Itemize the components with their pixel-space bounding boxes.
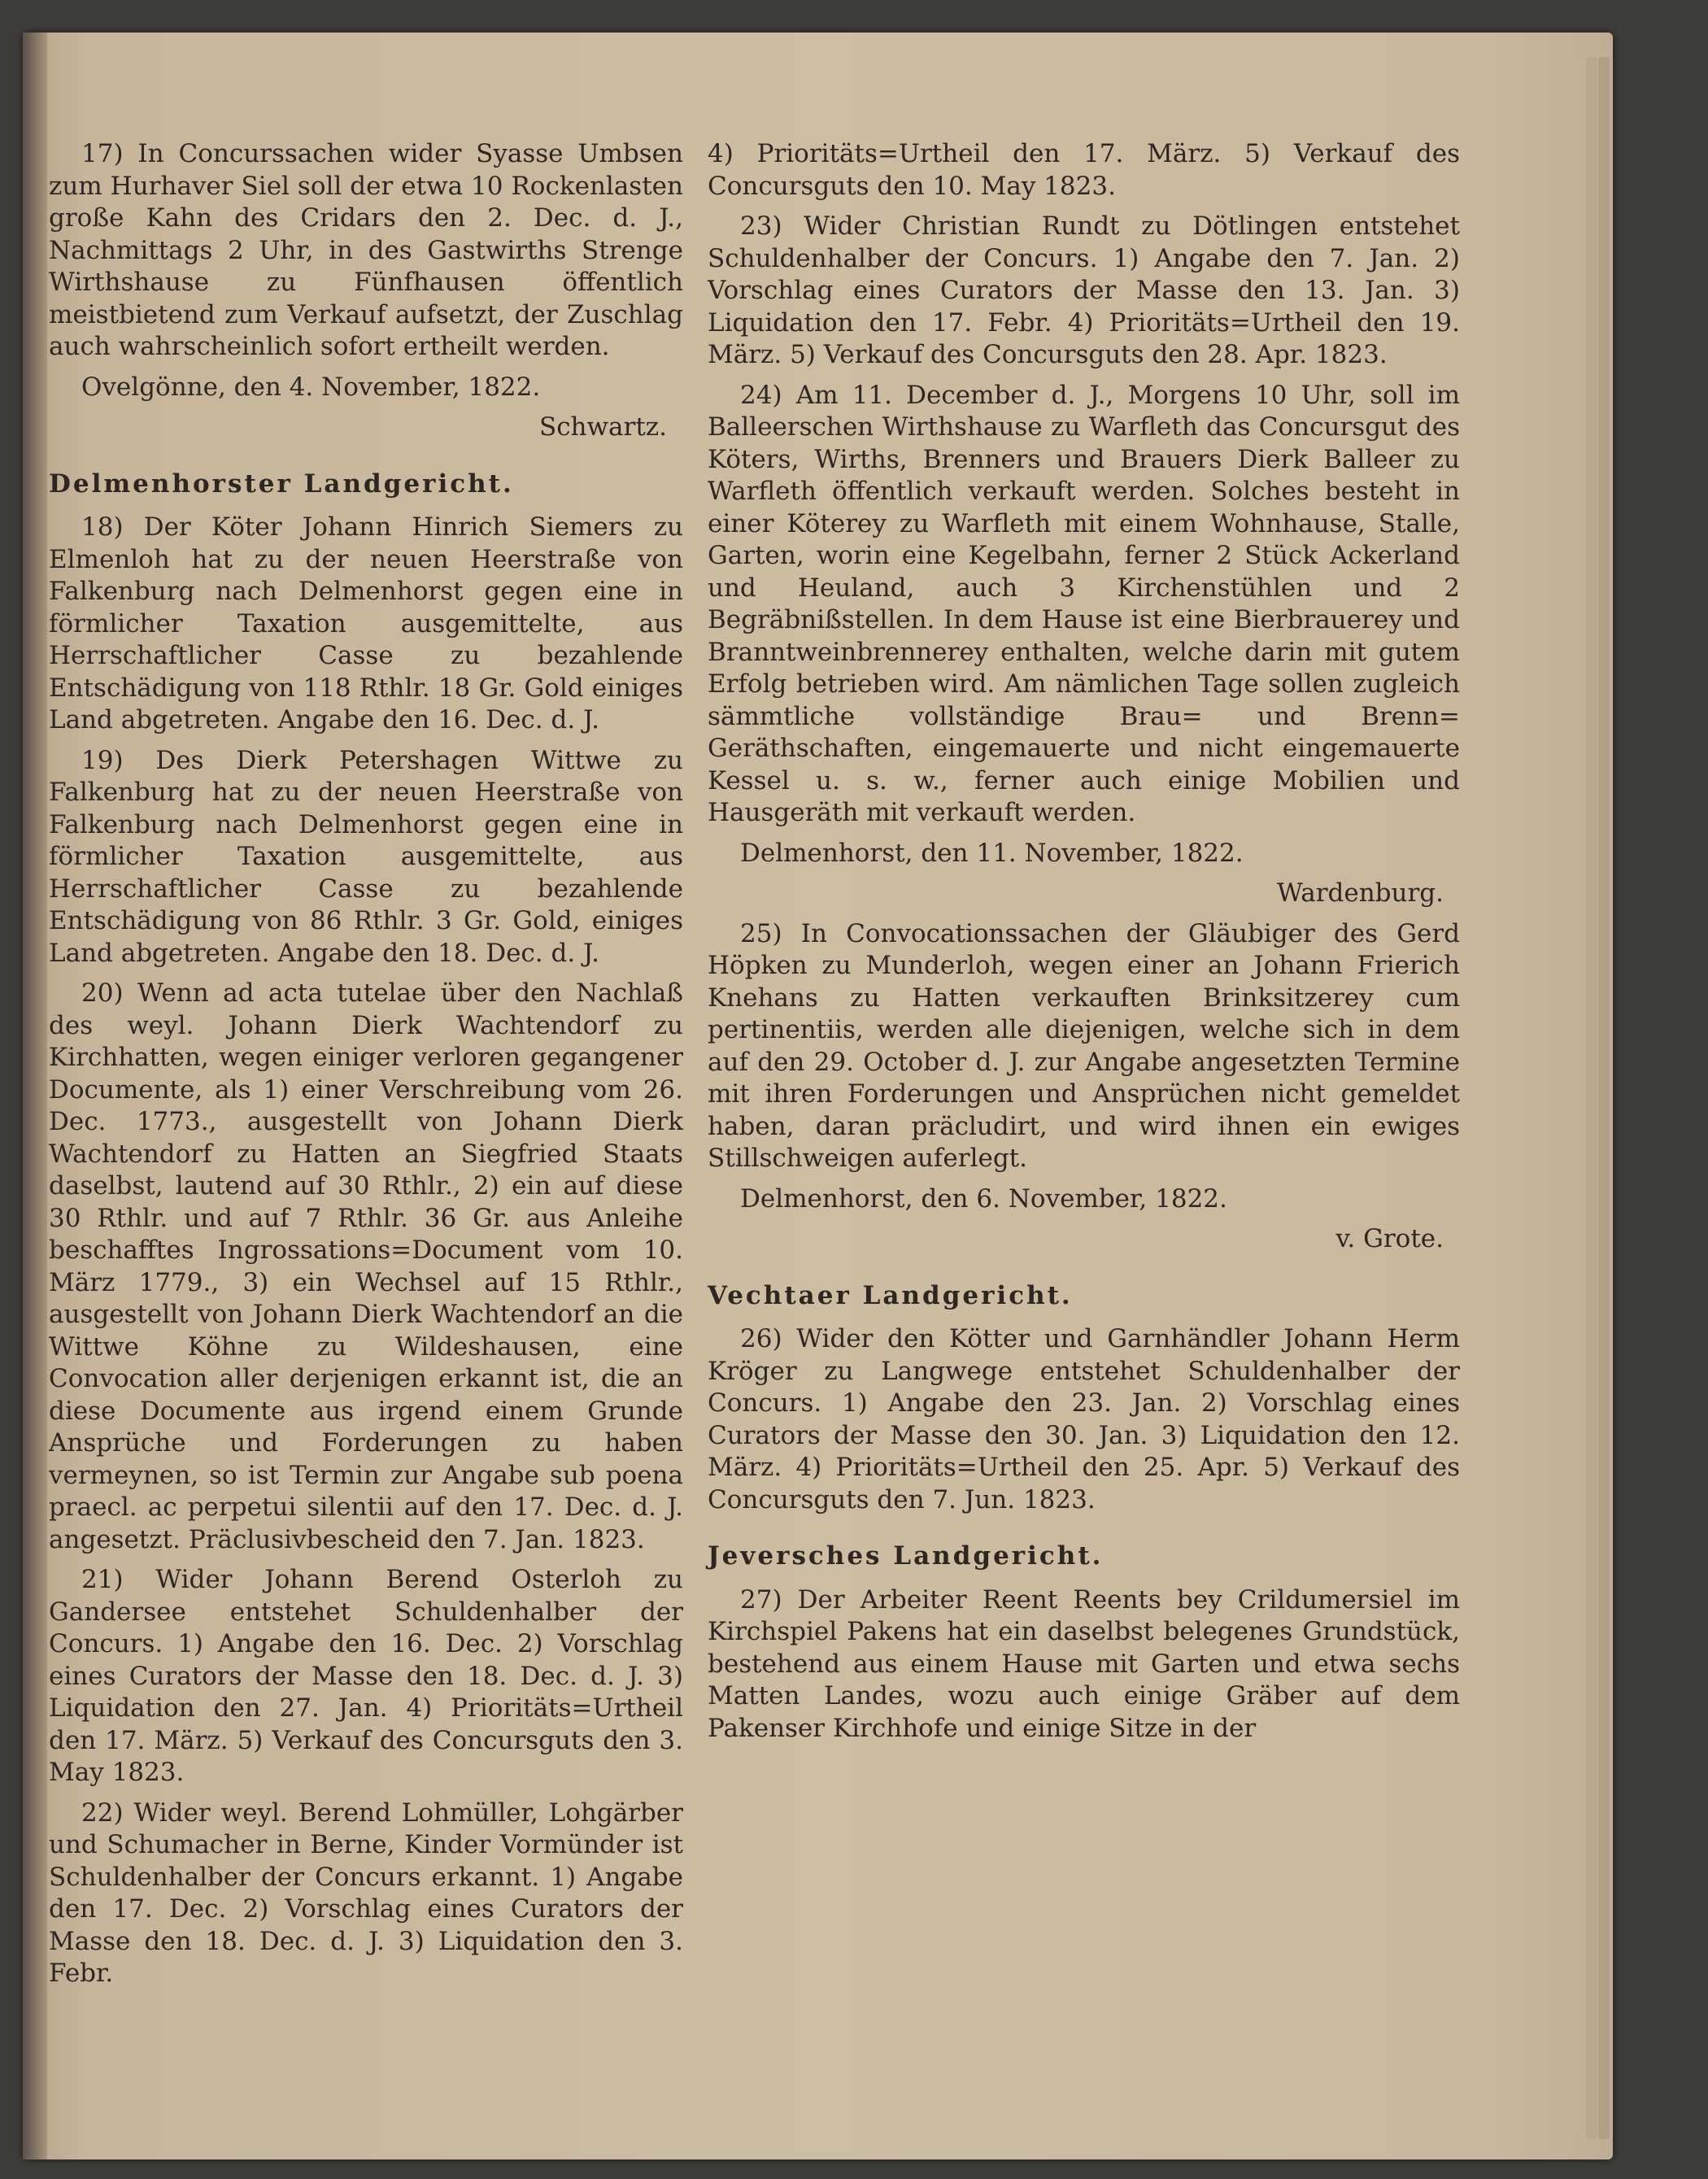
notice-continuation: 4) Prioritäts=Urtheil den 17. März. 5) Verkauf des Concursguts den 10. May 1823. — [708, 139, 1460, 201]
dateline: Delmenhorst, den 11. November, 1822. — [740, 838, 1244, 868]
left-column — [49, 138, 683, 1998]
notice-paragraph: 17) In Concurssachen wider Syasse Umbsen zum Hurhaver Siel soll der etwa 10 Rockenlasten große Kahn des Cridars den 2. Dec. d. J., Nachmittags 2 Uhr, in des Gastwirths Strenge Wirthshause zu Fünfhausen öffentlich meistbietend zum Verkauf aufsetzt, der Zuschlag auch wahrscheinlich sofort ertheilt werden. — [49, 139, 683, 361]
right-column — [708, 138, 1460, 1753]
dateline: Delmenhorst, den 6. November, 1822. — [740, 1183, 1227, 1214]
notice-paragraph: 18) Der Köter Johann Hinrich Siemers zu Elmenloh hat zu der neuen Heerstraße von Falkenburg nach Delmenhorst gegen eine in förmlicher Taxation ausgemittelte, aus Herrschaftlicher Casse zu bezahlende Entschädigung von 118 Rthlr. 18 Gr. Gold einiges Land abgetreten. Angabe den 16. Dec. d. J. — [49, 512, 683, 734]
section-heading: Delmenhorster Landgericht. — [49, 468, 514, 499]
notice-paragraph: 21) Wider Johann Berend Osterloh zu Gandersee entstehet Schuldenhalber der Concurs. 1) Angabe den 16. Dec. 2) Vorschlag eines Curators der Masse den 18. Dec. d. J. 3) Liquidation den 27. Jan. 4) Prioritäts=Urtheil den 17. März. 5) Verkauf des Concursguts den 3. May 1823. — [49, 1565, 683, 1787]
notice-paragraph: 26) Wider den Kötter und Garnhändler Johann Herm Kröger zu Langwege entstehet Schuldenhalber der Concurs. 1) Angabe den 23. Jan. 2) Vorschlag eines Curators der Masse den 30. Jan. 3) Liquidation den 12. März. 4) Prioritäts=Urtheil den 25. Apr. 5) Verkauf des Concursguts den 7. Jun. 1823. — [708, 1324, 1460, 1514]
page-edge — [1574, 57, 1585, 2139]
notice-paragraph: 19) Des Dierk Petershagen Wittwe zu Falkenburg hat zu der neuen Heerstraße von Falkenburg nach Delmenhorst gegen eine in förmlicher Taxation ausgemittelte, aus Herrschaftlicher Casse zu bezahlende Entschädigung von 86 Rthlr. 3 Gr. Gold, einiges Land abgetreten. Angabe den 18. Dec. d. J. — [49, 745, 683, 968]
notice-paragraph: 25) In Convocationssachen der Gläubiger des Gerd Höpken zu Munderloh, wegen einer an Johann Frierich Knehans zu Hatten verkauften Brinksitzerey cum pertinentiis, werden alle diejenigen, welche sich in dem auf den 29. October d. J. zur Angabe angesetzten Termine mit ihren Forderungen und Ansprüchen nicht gemeldet haben, daran präcludirt, und wird ihnen ein ewiges Stillschweigen auferlegt. — [708, 918, 1460, 1173]
page-edge — [1586, 57, 1597, 2139]
notice-paragraph: 23) Wider Christian Rundt zu Dötlingen entstehet Schuldenhalber der Concurs. 1) Angabe den 7. Jan. 2) Vorschlag eines Curators der Masse den 13. Jan. 3) Liquidation den 17. Febr. 4) Prioritäts=Urtheil den 19. März. 5) Verkauf des Concursguts den 28. Apr. 1823. — [708, 211, 1460, 369]
dateline: Ovelgönne, den 4. November, 1822. — [81, 372, 541, 402]
book-gutter — [23, 33, 47, 2159]
notice-paragraph: 22) Wider weyl. Berend Lohmüller, Lohgärber und Schumacher in Berne, Kinder Vormünder ist Schuldenhalber der Concurs erkannt. 1) Angabe den 17. Dec. 2) Vorschlag eines Curators der Masse den 18. Dec. d. J. 3) Liquidation den 3. Febr. — [49, 1798, 683, 1988]
signature: Schwartz. — [538, 412, 667, 442]
page-edge — [1598, 57, 1610, 2139]
notice-paragraph: 27) Der Arbeiter Reent Reents bey Crildumersiel im Kirchspiel Pakens hat ein daselbst belegenes Grundstück, bestehend aus einem Hause mit Garten und etwa sechs Matten Landes, wozu auch einige Gräber auf dem Pakenser Kirchhofe und einige Sitze in der — [708, 1584, 1460, 1743]
signature: v. Grote. — [1335, 1224, 1444, 1253]
notice-paragraph: 20) Wenn ad acta tutelae über den Nachlaß des weyl. Johann Dierk Wachtendorf zu Kirchhatten, wegen einiger verloren gegangener Documente, als 1) einer Verschreibung vom 26. Dec. 1773., ausgestellt von Johann Dierk Wachtendorf zu Hatten an Siegfried Staats daselbst, lautend auf 30 Rthlr., 2) ein auf diese 30 Rthlr. und auf 7 Rthlr. 36 Gr. aus Anleihe beschafftes Ingrossations=Document vom 10. März 1779., 3) ein Wechsel auf 15 Rthlr., ausgestellt von Johann Dierk Wachtendorf an die Wittwe Köhne zu Wildeshausen, eine Convocation aller derjenigen erkannt ist, die an diese Documente aus irgend einem Grunde Ansprüche und Forderungen zu haben vermeynen, so ist Termin zur Angabe sub poena praecl. ac perpetui silentii auf den 17. Dec. d. J. angesetzt. Präclusivbescheid den 7. Jan. 1823. — [49, 978, 683, 1554]
section-heading: Vechtaer Landgericht. — [708, 1280, 1073, 1310]
notice-paragraph: 24) Am 11. December d. J., Morgens 10 Uhr, soll im Balleerschen Wirthshause zu Warfleth das Concursgut des Köters, Wirths, Brenners und Brauers Dierk Balleer zu Warfleth öffentlich verkauft werden. Solches besteht in einer Köterey zu Warfleth mit einem Wohnhause, Stalle, Garten, worin eine Kegelbahn, ferner 2 Stück Ackerland und Heuland, auch 3 Kirchenstühlen und 2 Begräbnißstellen. In dem Hause ist eine Bierbrauerey und Branntweinbrennerey enthalten, welche darin mit gutem Erfolg betrieben wird. Am nämlichen Tage sollen zugleich sämmtliche vollständige Brau= und Brenn= Geräthschaften, eingemauerte und nicht eingemauerte Kessel u. s. w., ferner auch einige Mobilien und Hausgeräth mit verkauft werden. — [708, 380, 1460, 827]
signature: Wardenburg. — [1277, 878, 1444, 908]
section-heading: Jeversches Landgericht. — [708, 1541, 1104, 1571]
